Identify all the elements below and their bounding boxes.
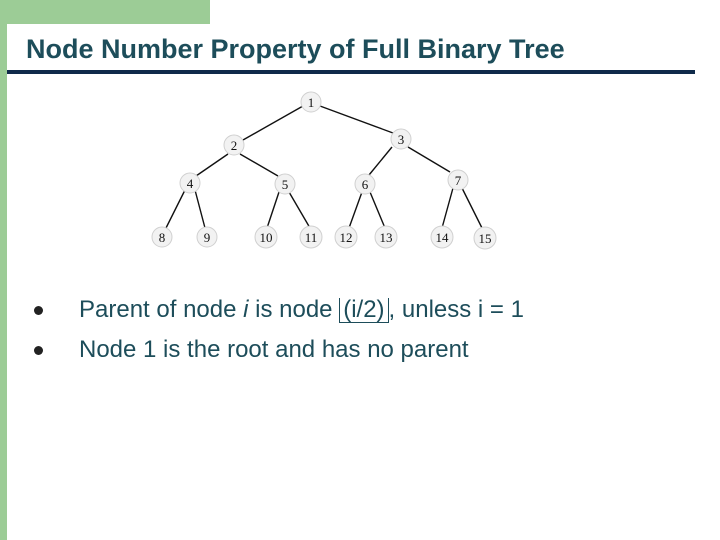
edge-3-7 (408, 147, 450, 172)
bullet-text: Node 1 is the root and has no parent (79, 336, 469, 363)
node-label: 9 (203, 230, 211, 245)
edge-7-14 (442, 188, 453, 228)
bullet-suffix: , unless i = 1 (388, 296, 524, 323)
edge-2-4 (196, 154, 228, 176)
tree-node (375, 226, 397, 248)
bullet-variable: i (243, 296, 249, 323)
node-label: 2 (230, 138, 238, 153)
tree-node (431, 226, 453, 248)
tree-node (224, 135, 244, 155)
bullet-dot-icon (34, 306, 43, 315)
edge-3-6 (369, 147, 392, 175)
tree-node (448, 170, 468, 190)
node-label: 11 (304, 230, 318, 245)
node-label: 14 (435, 230, 449, 245)
edge-7-15 (462, 188, 482, 228)
tree-node (197, 227, 217, 247)
edge-1-3 (320, 106, 393, 133)
edge-5-11 (289, 192, 310, 228)
node-label: 13 (379, 230, 393, 245)
node-label: 4 (186, 176, 194, 191)
tree-node (391, 129, 411, 149)
edge-6-12 (349, 192, 362, 228)
edge-4-8 (166, 190, 185, 228)
tree-node (180, 173, 200, 193)
node-label: 1 (307, 95, 315, 110)
tree-node (474, 227, 496, 249)
node-label: 5 (281, 177, 289, 192)
node-label: 10 (259, 230, 273, 245)
tree-node (300, 226, 322, 248)
node-label: 15 (478, 231, 492, 246)
bullet-mid: is node (248, 296, 340, 323)
bullet-prefix: Parent of node (79, 296, 244, 323)
bullet-text (79, 296, 524, 324)
tree-node (355, 174, 375, 194)
node-label: 7 (454, 173, 462, 188)
floor-expression-text: (i/2) (343, 296, 385, 323)
node-label: 8 (158, 230, 166, 245)
slide-title: Node Number Property of Full Binary Tree (26, 34, 565, 64)
tree-node (255, 226, 277, 248)
tree-edges (166, 106, 482, 228)
node-label: 3 (397, 132, 405, 147)
tree-node (275, 174, 295, 194)
bullet-dot-icon (34, 346, 43, 355)
floor-expression (339, 298, 388, 323)
edge-5-10 (267, 192, 279, 228)
tree-node (152, 227, 172, 247)
node-label: 12 (339, 230, 353, 245)
edge-6-13 (370, 192, 385, 228)
tree-node (335, 226, 357, 248)
edge-2-5 (240, 154, 278, 176)
tree-node (301, 92, 321, 112)
edge-1-2 (243, 106, 303, 140)
node-label: 6 (361, 177, 369, 192)
edge-4-9 (195, 190, 205, 228)
